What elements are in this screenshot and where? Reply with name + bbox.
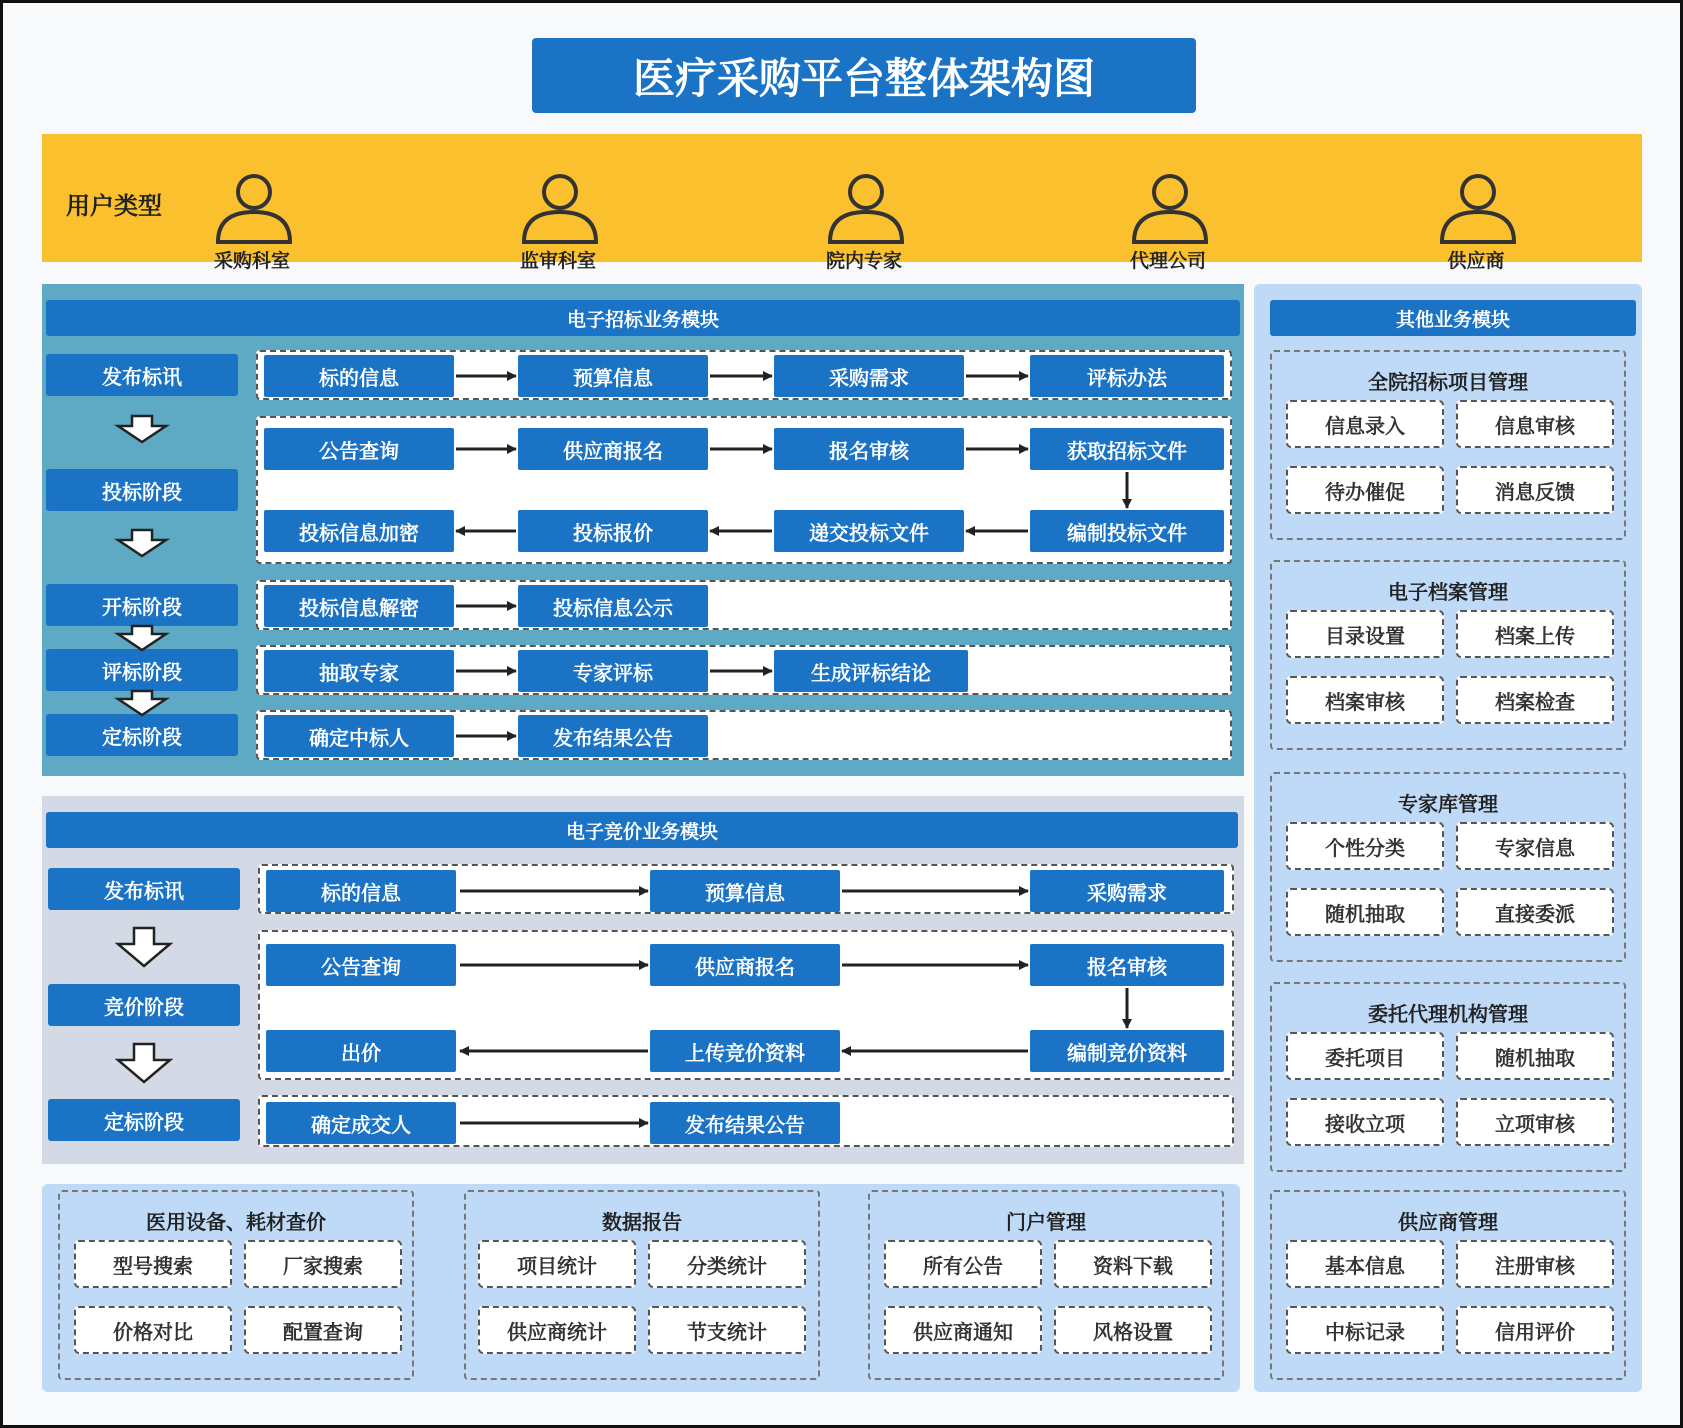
- step-signup-review: 报名审核: [1030, 944, 1224, 986]
- step-submit-bid-docs: 递交投标文件: [774, 510, 964, 552]
- user-icon: [1130, 170, 1210, 246]
- step-purchase-demand: 采购需求: [774, 355, 964, 397]
- item-registration-review: 注册审核: [1456, 1240, 1614, 1288]
- stage-award: 定标阶段: [48, 1099, 240, 1141]
- user-label: 院内专家: [825, 250, 902, 272]
- stage-tender: 投标阶段: [46, 469, 238, 511]
- stage-bidding: 竞价阶段: [48, 984, 240, 1026]
- item-category-stats: 分类统计: [648, 1240, 806, 1288]
- group-title: 医用设备、耗材查价: [146, 1210, 326, 1234]
- stage-award: 定标阶段: [46, 714, 238, 756]
- item-supplier-notice: 供应商通知: [884, 1306, 1042, 1354]
- user-label: 供应商: [1447, 250, 1505, 272]
- item-random-draw: 随机抽取: [1286, 888, 1444, 936]
- step-bid-quote: 投标报价: [518, 510, 708, 552]
- step-upload-bid-materials: 上传竞价资料: [650, 1030, 840, 1072]
- group-title: 全院招标项目管理: [1368, 370, 1528, 394]
- diagram-title: 医疗采购平台整体架构图: [532, 38, 1196, 113]
- group-title: 委托代理机构管理: [1368, 1002, 1528, 1026]
- step-make-offer: 出价: [266, 1030, 456, 1072]
- step-signup-review: 报名审核: [774, 428, 964, 470]
- item-accept-project: 接收立项: [1286, 1098, 1444, 1146]
- item-todo-reminder: 待办催促: [1286, 466, 1444, 514]
- group-title: 数据报告: [602, 1210, 682, 1234]
- item-entrusted-project: 委托项目: [1286, 1032, 1444, 1080]
- step-bid-decrypt: 投标信息解密: [264, 585, 454, 627]
- step-publish-result: 发布结果公告: [518, 715, 708, 757]
- item-archive-upload: 档案上传: [1456, 610, 1614, 658]
- step-notice-query: 公告查询: [264, 428, 454, 470]
- step-subject-info: 标的信息: [264, 355, 454, 397]
- item-award-records: 中标记录: [1286, 1306, 1444, 1354]
- step-budget-info: 预算信息: [650, 870, 840, 912]
- item-archive-review: 档案审核: [1286, 676, 1444, 724]
- step-generate-conclusion: 生成评标结论: [774, 650, 968, 692]
- item-project-stats: 项目统计: [478, 1240, 636, 1288]
- item-project-review: 立项审核: [1456, 1098, 1614, 1146]
- step-budget-info: 预算信息: [518, 355, 708, 397]
- item-random-draw: 随机抽取: [1456, 1032, 1614, 1080]
- user-purchasing-dept: [172, 146, 332, 272]
- step-evaluation-method: 评标办法: [1030, 355, 1224, 397]
- step-prepare-bid-materials: 编制竞价资料: [1030, 1030, 1224, 1072]
- item-supplier-stats: 供应商统计: [478, 1306, 636, 1354]
- step-notice-query: 公告查询: [266, 944, 456, 986]
- item-basic-info: 基本信息: [1286, 1240, 1444, 1288]
- item-directory-settings: 目录设置: [1286, 610, 1444, 658]
- user-label: 采购科室: [213, 250, 290, 272]
- item-model-search: 型号搜索: [74, 1240, 232, 1288]
- step-bid-publicity: 投标信息公示: [518, 585, 708, 627]
- item-config-query: 配置查询: [244, 1306, 402, 1354]
- auction-module-header: 电子竞价业务模块: [46, 812, 1238, 848]
- step-draw-experts: 抽取专家: [264, 650, 454, 692]
- step-bid-encrypt: 投标信息加密: [264, 510, 454, 552]
- user-icon: [826, 170, 906, 246]
- item-info-entry: 信息录入: [1286, 400, 1444, 448]
- stage-publish: 发布标讯: [46, 354, 238, 396]
- item-price-compare: 价格对比: [74, 1306, 232, 1354]
- other-modules-header: 其他业务模块: [1270, 300, 1636, 336]
- item-custom-category: 个性分类: [1286, 822, 1444, 870]
- step-expert-review: 专家评标: [518, 650, 708, 692]
- group-title: 供应商管理: [1398, 1210, 1498, 1234]
- item-archive-check: 档案检查: [1456, 676, 1614, 724]
- item-all-notices: 所有公告: [884, 1240, 1042, 1288]
- user-label: 代理公司: [1129, 250, 1206, 272]
- item-message-feedback: 消息反馈: [1456, 466, 1614, 514]
- bidding-module-header: 电子招标业务模块: [46, 300, 1240, 336]
- stage-publish: 发布标讯: [48, 868, 240, 910]
- user-types-label: 用户类型: [66, 192, 162, 220]
- group-title: 门户管理: [1006, 1210, 1086, 1234]
- item-credit-rating: 信用评价: [1456, 1306, 1614, 1354]
- user-icon: [214, 170, 294, 246]
- group-title: 电子档案管理: [1388, 580, 1508, 604]
- item-vendor-search: 厂家搜索: [244, 1240, 402, 1288]
- stage-opening: 开标阶段: [46, 584, 238, 626]
- step-get-tender-docs: 获取招标文件: [1030, 428, 1224, 470]
- step-subject-info: 标的信息: [266, 870, 456, 912]
- step-publish-result: 发布结果公告: [650, 1102, 840, 1144]
- item-savings-stats: 节支统计: [648, 1306, 806, 1354]
- step-confirm-winner: 确定中标人: [264, 715, 454, 757]
- item-info-review: 信息审核: [1456, 400, 1614, 448]
- item-downloads: 资料下载: [1054, 1240, 1212, 1288]
- user-audit-dept: [478, 146, 638, 272]
- item-style-settings: 风格设置: [1054, 1306, 1212, 1354]
- user-icon: [520, 170, 600, 246]
- user-agency: [1088, 146, 1248, 272]
- user-supplier: [1396, 146, 1556, 272]
- group-title: 专家库管理: [1398, 792, 1498, 816]
- item-direct-assign: 直接委派: [1456, 888, 1614, 936]
- step-prepare-bid-docs: 编制投标文件: [1030, 510, 1224, 552]
- user-hospital-expert: [784, 146, 944, 272]
- item-expert-info: 专家信息: [1456, 822, 1614, 870]
- step-purchase-demand: 采购需求: [1030, 870, 1224, 912]
- stage-evaluation: 评标阶段: [46, 649, 238, 691]
- step-supplier-signup: 供应商报名: [518, 428, 708, 470]
- user-label: 监审科室: [519, 250, 596, 272]
- step-confirm-deal: 确定成交人: [266, 1102, 456, 1144]
- step-supplier-signup: 供应商报名: [650, 944, 840, 986]
- user-icon: [1438, 170, 1518, 246]
